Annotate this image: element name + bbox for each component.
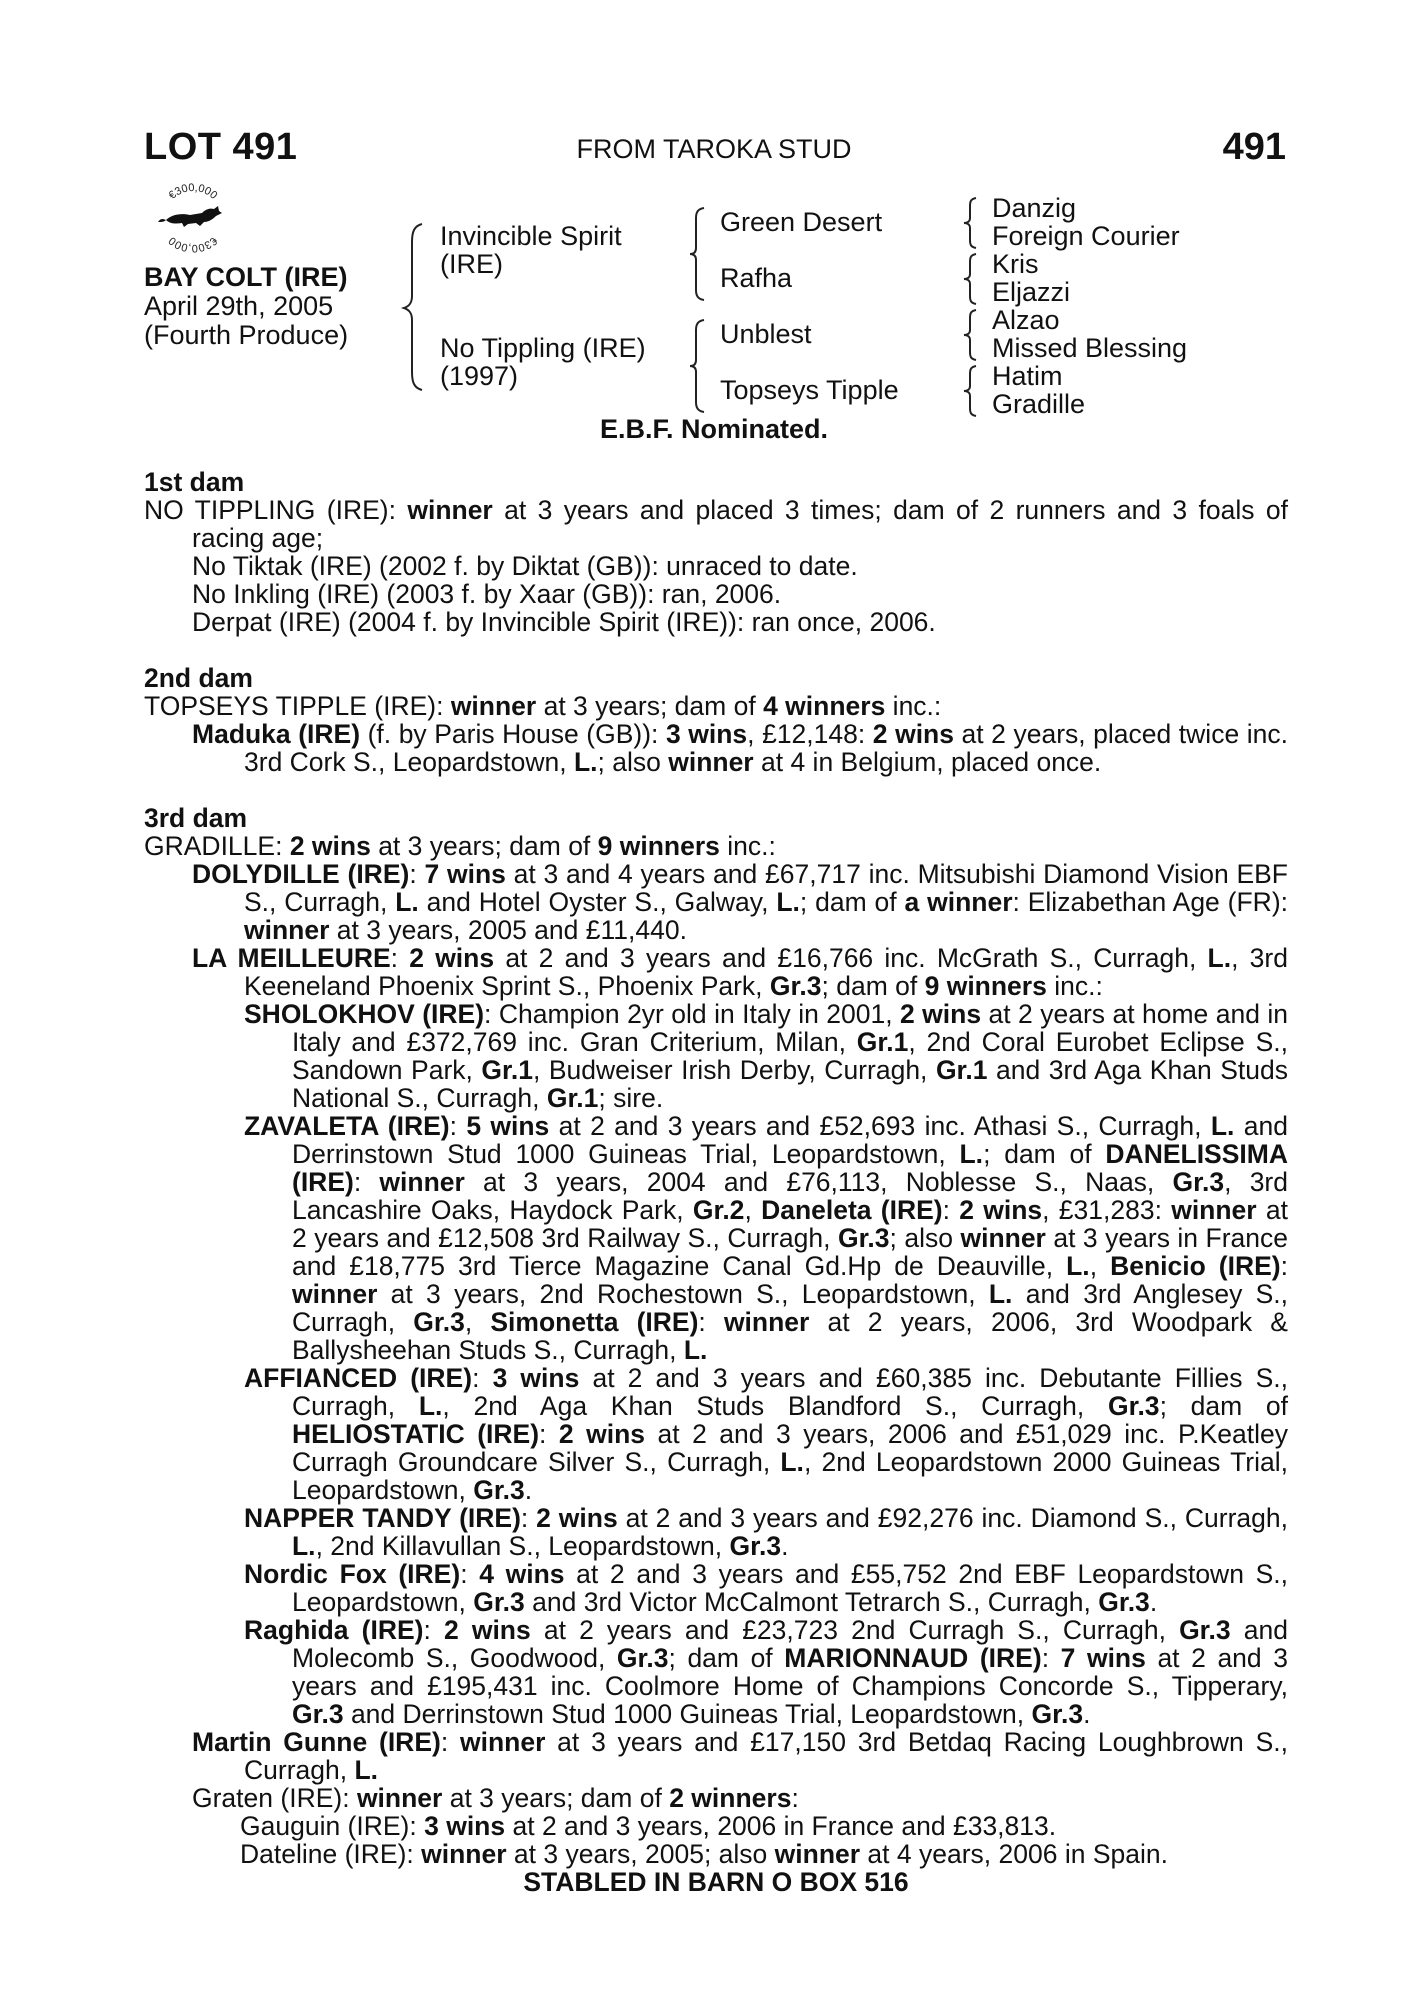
catalogue-body (144, 468, 1288, 1896)
pedigree-g3-4: Eljazzi (992, 277, 1071, 307)
text-run: , (464, 1307, 491, 1337)
text-run: at 3 years and £17,150 3rd Betdaq Racing Loughbrown S., Curragh, (244, 1727, 1288, 1785)
text-run: and 3rd Aga Khan Studs National S., Curragh, (292, 1055, 1288, 1113)
pedigree-g2-2: Rafha (720, 263, 793, 293)
text-run: : (460, 1559, 480, 1589)
text-run: : Champion 2yr old in Italy in 2001, (484, 999, 901, 1029)
bold-text-run: LA MEILLEURE (192, 943, 391, 973)
bold-text-run: L. (959, 1139, 984, 1169)
dam3-entries (144, 860, 1288, 1868)
bold-text-run: Benicio (IRE) (1110, 1251, 1281, 1281)
bold-text-run: Gr.3 (1107, 1391, 1160, 1421)
text-run: , 3rd Lancashire Oaks, Haydock Park, (292, 1167, 1288, 1225)
text-run: (f. by Paris House (GB)): (360, 719, 666, 749)
bold-text-run: winner (723, 1307, 810, 1337)
dam3-entry (144, 1560, 1288, 1616)
bold-text-run: winner (459, 1727, 546, 1757)
lot-label: LOT 491 (144, 126, 298, 168)
bold-text-run: Gr.3 (413, 1307, 465, 1337)
bold-text-run: Gr.3 (769, 971, 822, 1001)
bold-text-run: Gr.3 (1172, 1167, 1225, 1197)
text-run: . (524, 1475, 533, 1505)
text-run: Graten (IRE): (192, 1783, 357, 1813)
dam3-intro (144, 832, 1288, 860)
dam1-intro (144, 496, 1288, 552)
text-run: , 2nd Aga Khan Studs Blandford S., Curragh, (442, 1391, 1108, 1421)
bold-text-run: NAPPER TANDY (IRE) (244, 1503, 521, 1533)
bold-text-run: 2 wins (872, 719, 954, 749)
bold-text-run: Gr.3 (1031, 1699, 1084, 1729)
text-run: at 2 and 3 years and £92,276 inc. Diamond S., Curragh, (617, 1503, 1288, 1533)
text-run: at 3 and 4 years and £67,717 inc. Mitsubishi Diamond Vision EBF S., Curragh, (244, 859, 1288, 917)
text-run: , 2nd Killavullan S., Leopardstown, (315, 1531, 730, 1561)
text-run: at 3 years and placed 3 times; dam of 2 runners and 3 foals of racing age; (192, 495, 1288, 553)
dam-year: (1997) (440, 361, 519, 391)
dam2-intro (144, 692, 1288, 720)
text-run: inc.: (885, 691, 942, 721)
bold-text-run: winner (421, 1839, 507, 1869)
dam3-entry (144, 860, 1288, 944)
text-run: at 3 years, 2005; also (506, 1839, 775, 1869)
text-run: : (791, 1783, 799, 1813)
bold-text-run: 5 wins (466, 1111, 550, 1141)
bold-text-run: 2 wins (900, 999, 982, 1029)
bold-text-run: 2 wins (558, 1419, 646, 1449)
text-run: at 3 years, 2005 and £11,440. (329, 915, 687, 945)
bold-text-run: L. (292, 1531, 316, 1561)
bold-text-run: Daneleta (IRE) (761, 1195, 943, 1225)
text-run: : (409, 859, 425, 889)
stud-logo (152, 176, 234, 258)
bold-text-run: Martin Gunne (IRE) (192, 1727, 441, 1757)
bold-text-run: L. (1066, 1251, 1090, 1281)
text-run: and Derrinstown Stud 1000 Guineas Trial, Leopardstown, (292, 1111, 1288, 1169)
dam-name: No Tippling (IRE) (440, 333, 646, 363)
bold-text-run: winner (407, 495, 493, 525)
bold-text-run: DANELISSIMA (IRE) (292, 1139, 1288, 1197)
bold-text-run: Gr.3 (837, 1223, 890, 1253)
text-run: at 3 years in France and £18,775 3rd Tierce Magazine Canal Gd.Hp de Deauville, (292, 1223, 1289, 1281)
bold-text-run: 9 winners (924, 971, 1047, 1001)
bold-text-run: L. (1207, 943, 1232, 973)
text-run: , Budweiser Irish Derby, Curragh, (532, 1055, 936, 1085)
bold-text-run: L. (780, 1447, 804, 1477)
bold-text-run: L. (988, 1279, 1013, 1309)
pedigree-brace-dam (686, 318, 708, 414)
bold-text-run: 2 winners (669, 1783, 792, 1813)
bold-text-run: 7 wins (424, 859, 506, 889)
bold-text-run: L. (354, 1755, 379, 1785)
dam3-entry (144, 1504, 1288, 1560)
bold-text-run: AFFIANCED (IRE) (244, 1363, 473, 1393)
logo-bottom-text: €300,000 (166, 234, 220, 255)
bold-text-run: 2 wins (443, 1615, 531, 1645)
bold-text-run: 4 wins (479, 1559, 565, 1589)
dam2-title: 2nd dam (144, 663, 253, 693)
text-run: at 2 years at home and in Italy and £372,769 inc. Gran Criterium, Milan, (292, 999, 1288, 1057)
text-run: inc.: (1046, 971, 1103, 1001)
text-run: at 2 and 3 years and £60,385 inc. Debutante Fillies S., Curragh, (292, 1363, 1288, 1421)
text-run: at 3 years; dam of (370, 831, 598, 861)
bold-text-run: winner (356, 1783, 443, 1813)
bold-text-run: winner (244, 915, 330, 945)
sire-name: Invincible Spirit (440, 221, 622, 251)
dam1-produce-item: No Inkling (IRE) (2003 f. by Xaar (GB)): ran, 2006. (192, 579, 782, 609)
dam3-entry (144, 1840, 1288, 1868)
dam3-title: 3rd dam (144, 803, 248, 833)
pedigree-g3-3: Kris (992, 249, 1039, 279)
pedigree-g3-1: Danzig (992, 193, 1077, 223)
text-run: inc.: (719, 831, 776, 861)
text-run: : (539, 1419, 559, 1449)
bold-text-run: Raghida (IRE) (244, 1615, 424, 1645)
text-run: at 4 years, 2006 in Spain. (860, 1839, 1168, 1869)
dam3-entry (144, 1728, 1288, 1784)
text-run: : (390, 943, 410, 973)
bold-text-run: Maduka (IRE) (192, 719, 361, 749)
text-run: at 2 and 3 years, 2006 and £51,029 inc. P.Keatley Curragh Groundcare Silver S., Curragh, (292, 1419, 1288, 1477)
bold-text-run: L. (573, 747, 598, 777)
text-run: at 2 years, 2006, 3rd Woodpark & Ballysheehan Studs S., Curragh, (292, 1307, 1288, 1365)
pedigree-brace-g3-4 (960, 364, 980, 418)
text-run: ; sire. (598, 1083, 664, 1113)
pedigree-g3-5: Alzao (992, 305, 1060, 335)
pedigree-g2-3: Unblest (720, 319, 812, 349)
bold-text-run: DOLYDILLE (IRE) (192, 859, 410, 889)
pedigree-brace-main (398, 222, 428, 392)
bold-text-run: Gr.1 (935, 1055, 988, 1085)
bold-text-run: Gr.3 (1179, 1615, 1231, 1645)
text-run: ; dam of (1159, 1391, 1289, 1421)
text-run: , £31,283: (1042, 1195, 1172, 1225)
bold-text-run: Gr.3 (292, 1699, 344, 1729)
bold-text-run: 2 wins (289, 831, 371, 861)
bold-text-run: L. (395, 887, 419, 917)
text-run: at 3 years, 2nd Rochestown S., Leopardstown, (377, 1279, 989, 1309)
dam3-entry (144, 1364, 1288, 1504)
pedigree-brace-g3-3 (960, 308, 980, 362)
dam1-produce-item: Derpat (IRE) (2004 f. by Invincible Spirit (IRE)): ran once, 2006. (192, 607, 936, 637)
bold-text-run: 2 wins (409, 943, 495, 973)
bold-text-run: Gr.1 (856, 1027, 909, 1057)
text-run: at 2 and 3 years and £195,431 inc. Coolmore Home of Champions Concorde S., Tipperary, (292, 1643, 1288, 1701)
bold-text-run: 3 wins (492, 1363, 580, 1393)
dam3-entry (144, 1812, 1288, 1840)
bold-text-run: Gr.3 (616, 1643, 669, 1673)
bold-text-run: HELIOSTATIC (IRE) (292, 1419, 540, 1449)
bold-text-run: L. (418, 1391, 443, 1421)
text-run: and Hotel Oyster S., Galway, (418, 887, 777, 917)
bold-text-run: L. (683, 1335, 708, 1365)
text-run: Dateline (IRE): (240, 1839, 422, 1869)
text-run: . (781, 1531, 789, 1561)
text-run: ; also (889, 1223, 961, 1253)
text-run: : (472, 1363, 493, 1393)
pedigree-g3-6: Missed Blessing (992, 333, 1188, 363)
dam2-entry (144, 720, 1288, 776)
bold-text-run: winner (1171, 1195, 1257, 1225)
bold-text-run: L. (1210, 1111, 1235, 1141)
bold-text-run: L. (776, 887, 800, 917)
bold-text-run: Simonetta (IRE) (490, 1307, 699, 1337)
bold-text-run: winner (774, 1839, 861, 1869)
bold-text-run: 3 wins (424, 1811, 506, 1841)
text-run: at 2 years and £12,508 3rd Railway S., Curragh, (292, 1195, 1288, 1253)
bold-text-run: 9 winners (597, 831, 720, 861)
text-run: : (1280, 1251, 1288, 1281)
text-run: . (1083, 1699, 1091, 1729)
bold-text-run: winner (292, 1279, 378, 1309)
dam3-entry (144, 1000, 1288, 1112)
text-run: ; dam of (668, 1643, 785, 1673)
text-run: GRADILLE: (144, 831, 290, 861)
pedigree-brace-sire (686, 206, 708, 302)
bold-text-run: 2 wins (959, 1195, 1043, 1225)
sire-suffix: (IRE) (440, 249, 503, 279)
text-run: : (423, 1615, 444, 1645)
dam1-produce-item: No Tiktak (IRE) (2002 f. by Diktat (GB)): unraced to date. (192, 551, 858, 581)
bold-text-run: ZAVALETA (IRE) (244, 1111, 450, 1141)
text-run: , (1089, 1251, 1111, 1281)
pedigree-g2-4: Topseys Tipple (720, 375, 899, 405)
produce-note: (Fourth Produce) (144, 320, 349, 350)
text-run: at 2 years and £23,723 2nd Curragh S., Curragh, (530, 1615, 1180, 1645)
text-run: , 3rd Keeneland Phoenix Sprint S., Phoenix Park, (244, 943, 1288, 1001)
bold-text-run: 7 wins (1060, 1643, 1146, 1673)
pedigree-g3-2: Foreign Courier (992, 221, 1180, 251)
bold-text-run: Gr.1 (481, 1055, 533, 1085)
text-run: at 3 years; dam of (536, 691, 764, 721)
text-run: at 2 and 3 years, 2006 in France and £33,813. (505, 1811, 1057, 1841)
pedigree-g3-8: Gradille (992, 389, 1086, 419)
bold-text-run: 3 wins (665, 719, 748, 749)
text-run: ; also (597, 747, 669, 777)
text-run: at 2 years, placed twice inc. 3rd Cork S., Leopardstown, (244, 719, 1288, 777)
text-run: at 3 years; dam of (442, 1783, 670, 1813)
lot-number: 491 (1222, 126, 1286, 168)
text-run: , £12,148: (747, 719, 873, 749)
bold-text-run: winner (450, 691, 537, 721)
text-run: , (744, 1195, 762, 1225)
bold-text-run: Gr.1 (546, 1083, 599, 1113)
foaling-date: April 29th, 2005 (144, 291, 334, 321)
bold-text-run: Gr.3 (473, 1587, 525, 1617)
logo-top-text: €300,000 (166, 181, 220, 202)
pedigree-g2-1: Green Desert (720, 207, 883, 237)
bold-text-run: 4 winners (763, 691, 886, 721)
bold-text-run: winner (379, 1167, 465, 1197)
text-run: and 3rd Victor McCalmont Tetrarch S., Curragh, (524, 1587, 1099, 1617)
text-run: , 2nd Coral Eurobet Eclipse S., Sandown Park, (292, 1027, 1289, 1085)
bold-text-run: 2 wins (536, 1503, 618, 1533)
text-run: . (1149, 1587, 1158, 1617)
pedigree-brace-g3-2 (960, 252, 980, 306)
dam3-entry (144, 1616, 1288, 1728)
text-run: ; dam of (799, 887, 905, 917)
bold-text-run: Gr.2 (692, 1195, 745, 1225)
text-run: and Molecomb S., Goodwood, (292, 1615, 1288, 1673)
bold-text-run: SHOLOKHOV (IRE) (244, 999, 485, 1029)
text-run: : (449, 1111, 467, 1141)
dam3-entry (144, 1784, 1288, 1812)
dam1-title: 1st dam (144, 467, 245, 497)
bold-text-run: winner (668, 747, 754, 777)
text-run: TOPSEYS TIPPLE (IRE): (144, 691, 451, 721)
text-run: ; dam of (821, 971, 925, 1001)
horse-title: BAY COLT (IRE) (144, 262, 348, 292)
text-run: Gauguin (IRE): (240, 1811, 425, 1841)
bold-text-run: Gr.3 (1098, 1587, 1150, 1617)
pedigree-g3-7: Hatim (992, 361, 1063, 391)
text-run: and 3rd Anglesey S., Curragh, (292, 1279, 1288, 1337)
ebf-nominated: E.B.F. Nominated. (599, 414, 829, 444)
text-run: : (520, 1503, 537, 1533)
text-run: ; dam of (983, 1139, 1106, 1169)
consignor: FROM TAROKA STUD (576, 134, 852, 164)
stabling-info: STABLED IN BARN O BOX 516 (523, 1867, 909, 1897)
svg-text:€300,000 (167, 234, 220, 254)
text-run: : Elizabethan Age (FR): (1012, 887, 1289, 917)
text-run: : (440, 1727, 460, 1757)
fox-icon (158, 206, 222, 227)
text-run: , 2nd Leopardstown 2000 Guineas Trial, Leopardstown, (292, 1447, 1288, 1505)
text-run: and Derrinstown Stud 1000 Guineas Trial, Leopardstown, (343, 1699, 1032, 1729)
text-run: : (942, 1195, 960, 1225)
bold-text-run: MARIONNAUD (IRE) (784, 1643, 1042, 1673)
bold-text-run: a winner (904, 887, 1013, 917)
text-run: : (353, 1167, 380, 1197)
bold-text-run: winner (960, 1223, 1046, 1253)
bold-text-run: Gr.3 (473, 1475, 525, 1505)
text-run: at 2 and 3 years and £55,752 2nd EBF Leopardstown S., Leopardstown, (292, 1559, 1288, 1617)
text-run: : (1041, 1643, 1061, 1673)
bold-text-run: Gr.3 (729, 1531, 782, 1561)
text-run: at 2 and 3 years and £52,693 inc. Athasi S., Curragh, (549, 1111, 1211, 1141)
svg-text:€300,000 (167, 182, 220, 202)
text-run: at 3 years, 2004 and £76,113, Noblesse S., Naas, (464, 1167, 1173, 1197)
dam3-entry (144, 1112, 1288, 1364)
text-run: : (698, 1307, 724, 1337)
dam3-entry (144, 944, 1288, 1000)
text-run: at 4 in Belgium, placed once. (753, 747, 1102, 777)
text-run: at 2 and 3 years and £16,766 inc. McGrath S., Curragh, (494, 943, 1208, 973)
bold-text-run: Nordic Fox (IRE) (244, 1559, 461, 1589)
text-run: NO TIPPLING (IRE): (144, 495, 408, 525)
pedigree-brace-g3-1 (960, 196, 980, 250)
